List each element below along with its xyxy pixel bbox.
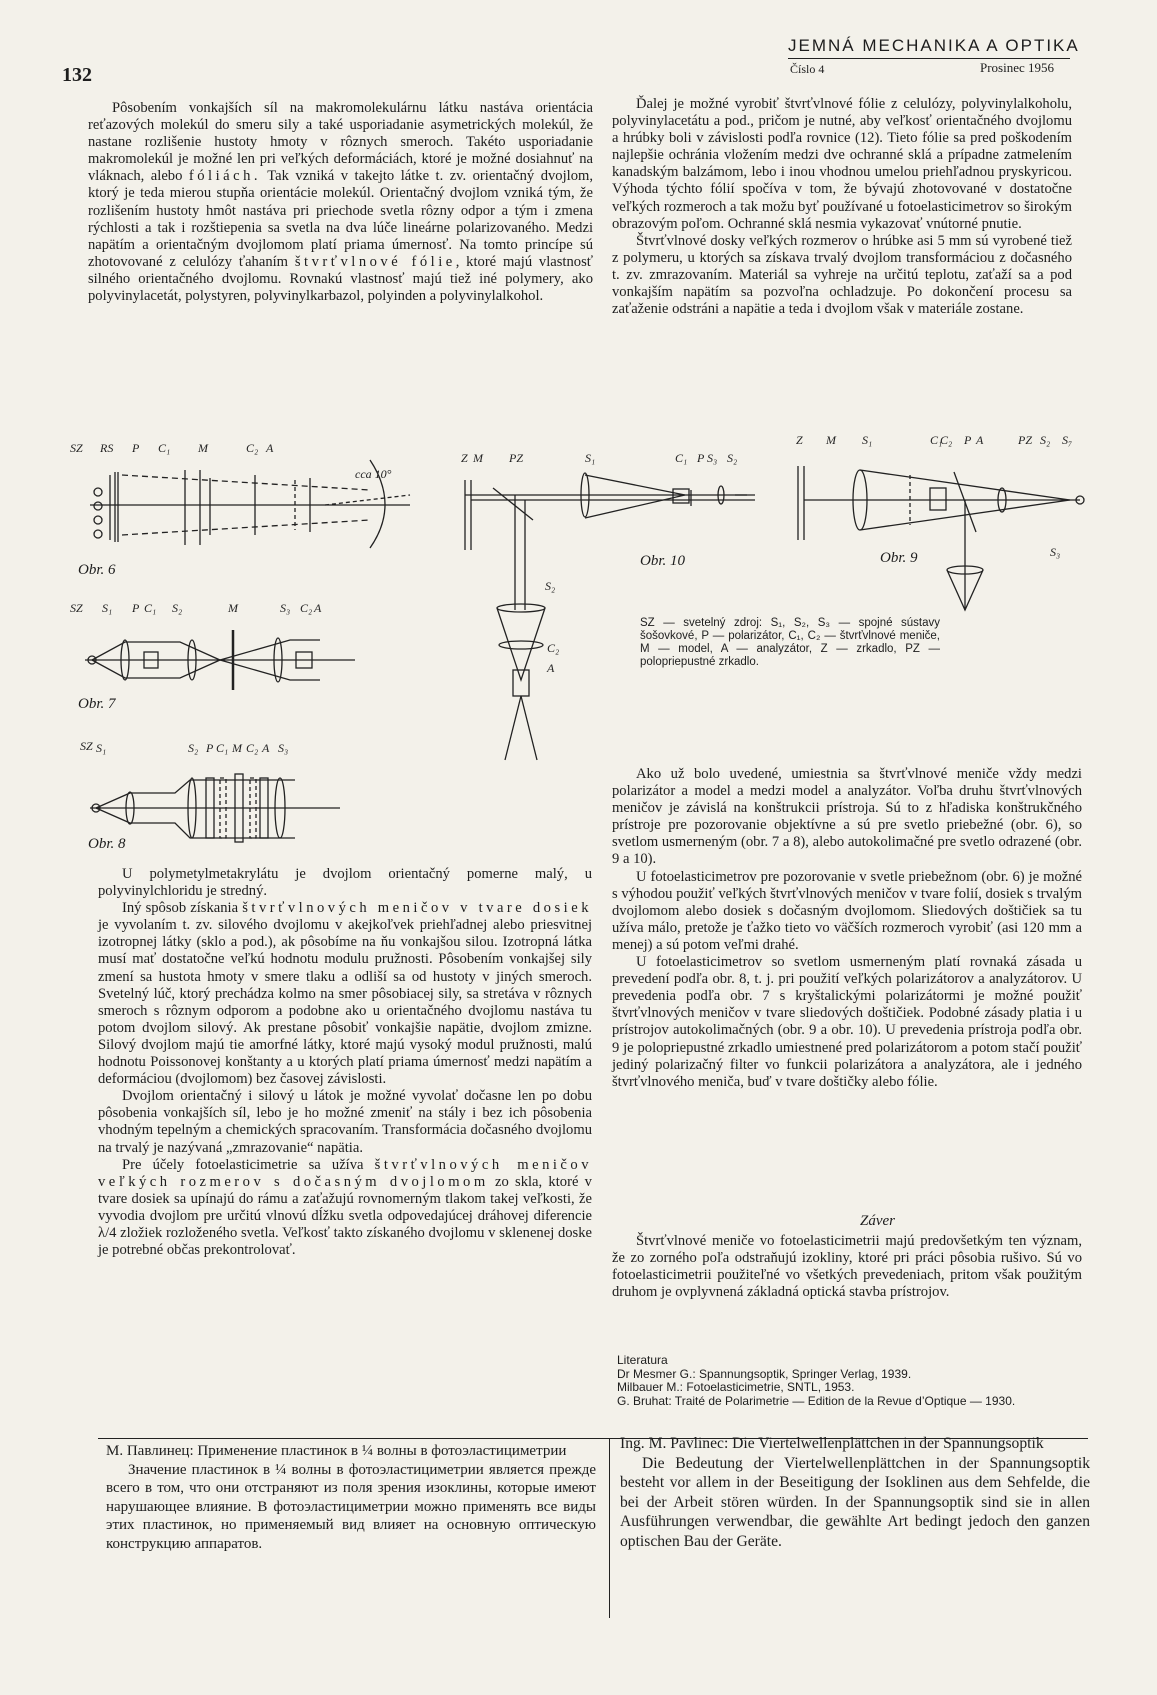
summary-german — [620, 1434, 1090, 1551]
paragraph: Štvrťvlnové meniče vo fotoelasticimetrii majú predovšetkým ten význam, že zo zorného poľa odstraňujú izokliny, ktoré pri práci pôsobia rušivo. Sú vo fotoelasticimetrii použiteľné vo všetkých prevedeniach, pritom však použitým druhom je ovplyvnená základná optická stavba prístrojov. — [612, 1233, 1082, 1301]
fig10-label: P — [697, 451, 705, 465]
fig10-label: Z — [461, 451, 468, 465]
fig10-label: A — [547, 661, 555, 675]
journal-title: JEMNÁ MECHANIKA A OPTIKA — [788, 36, 1080, 55]
figure-8-diagram — [80, 738, 360, 838]
fig7-label: SZ — [70, 601, 83, 615]
fig10-label: PZ — [509, 451, 524, 465]
fig9-label: C₂ — [940, 433, 953, 447]
fig6-label: A — [266, 441, 274, 455]
fig8-label: M — [232, 741, 242, 755]
issue-date: Prosinec 1956 — [980, 60, 1055, 75]
fig9-label: S₂ — [1040, 433, 1051, 447]
literature-item: G. Bruhat: Traité de Polarimetrie — Edition de la Revue d’Optique — 1930. — [617, 1393, 1016, 1408]
fig8-label: C₂ — [246, 741, 259, 755]
page-number: 132 — [62, 64, 92, 86]
summary-title: Ing. M. Pavlinec: Die Viertelwellenplättchen in der Spannungsoptik — [620, 1435, 1044, 1452]
fig6-angle: cca 10° — [355, 467, 392, 481]
fig6-label: C₁ — [158, 441, 171, 455]
literature — [617, 1354, 1087, 1408]
paragraph: Iný spôsob získania štvrťvlnových meničov v tvare dosiek je vyvolaním t. zv. silového dvojlomu v akejkoľvek priehľadnej alebo priesvitnej izotropnej látky (sklo a pod.), ak pôsobíme na ňu vonkajšou silou. Izotropná látka musí mať dostatočne veľkú hodnotu modulu pružnosti. Pôsobením vonkajšej sily zmení sa hustota hmoty v smere tlaku a odliší sa od hustoty v jiných smeroch. Svetelný lúč, ktorý prechádza kolmo na smer pôsobiacej sily, sa stretáva v rôznych smeroch s rôznym odporom a podobne ako u orientačného dvojlomu nastáva tu potom dvojlom silový. Ak prestane pôsobiť vonkajšie napätie, dvojlom zmizne. Silový dvojlom majú tie amorfné látky, ktoré majú vysoký modul pružnosti, malú hodnotu Poissonovej konštanty a u ktorých platí priama úmernosť medzi napätím a deformáciou (dvojlomom) bez časovej závislosti. — [98, 900, 592, 1088]
literature-item: Milbauer M.: Fotoelasticimetrie, SNTL, 1953. — [617, 1380, 855, 1394]
fig8-label: S₁ — [96, 741, 107, 755]
summary-title: М. Павлинец: Применение пластинок в ¼ волны в фотоэластициметрии — [106, 1443, 567, 1459]
fig7-label: S₃ — [280, 601, 291, 615]
figure-10-diagram — [455, 440, 775, 760]
paragraph: Ďalej je možné vyrobiť štvrťvlnové fólie z celulózy, polyvinylalkoholu, polyvinylacetátu a pod., pričom je nutné, aby veľkosť orientačného dvojlomu a hrúbky boli v závislosti podľa rovnice (12). Tieto fólie sa pred poškodením najlepšie ochránia vložením medzi dve ochranné sklá a prípadne zatmelením kanadským balzámom, lebo i inou vhodnou umelou priehľadnou pryskyricou. Výhoda týchto fólií spočíva v tom, že bývajú zhotovované v dostatočne veľkých rozmeroch a tak možu byť používané u fotoelasticimetrov so širokým obrazovým poľom. Ochranné sklá nesmia vykazovať vnútorné pnutie. — [612, 96, 1072, 232]
fig6-label: C₂ — [246, 441, 259, 455]
fig9-label: PZ — [1018, 433, 1033, 447]
conclusion-column — [612, 1233, 1082, 1301]
fig7-label: C₂ — [300, 601, 313, 615]
paragraph: Ako už bolo uvedené, umiestnia sa štvrťvlnové meniče vždy medzi polarizátor a model a medzi model a analyzátor. Voľba druhu štvrťvlnových meničov je závislá na konštrukcii prístroja. Sú to z hľadiska konštrukčného prístroje pre pozorovanie objektívne a sú pre svetlo priebežné (obr. 6), so svetlom usmerneným (obr. 7 a 8), alebo autokolimačné pre svetlo odrazené (obr. 9 a 10). — [612, 766, 1082, 868]
fig7-label: S₂ — [172, 601, 183, 615]
fig8-label: S₂ — [188, 741, 199, 755]
literature-item: Dr Mesmer G.: Spannungsoptik, Springer Verlag, 1939. — [617, 1366, 912, 1381]
fig7-label: M — [228, 601, 238, 615]
fig9-label: M — [826, 433, 836, 447]
summary-divider — [609, 1438, 610, 1618]
conclusion-heading: Záver — [860, 1213, 895, 1229]
figure-8-caption: Obr. 8 — [88, 836, 126, 852]
fig9-label: A — [976, 433, 984, 447]
summary-text: Значение пластинок в ¼ волны в фотоэластициметрии является прежде всего в том, что они отстраняют из поля зрения изоклины, которые имеют нарушающее влияние. В фотоэластициметрии можно применять все виды этих пластинок, но применяемый вид влияет на основную оптическую конструкцию аппаратов. — [106, 1461, 596, 1552]
fig10-label: S₁ — [585, 451, 596, 465]
fig8-label: C₁ — [216, 741, 229, 755]
figure-9-caption: Obr. 9 — [880, 550, 918, 566]
fig8-label: SZ — [80, 739, 93, 753]
figure-6-diagram — [70, 440, 430, 560]
summary-text: Die Bedeutung der Viertelwellenplättchen in der Spannungsoptik besteht vor allem in der Beseitigung der Isoklinen aus dem Sehfelde, die bei der Arbeit stören würden. In der Spannungsoptik sind sie in allen Ausführungen verwendbar, die gewählte Art bedingt jedoch den ganzen optischen Bau der Geräte. — [620, 1454, 1090, 1550]
paragraph: Pre účely fotoelasticimetrie sa užíva štvrťvlnových meničov veľkých rozmerov s dočasným dvojlomom zo skla, ktoré v tvare dosiek sa upínajú do rámu a zaťažujú rovnomerným tlakom takej veľkosti, že vyvodia dvojlom pre určitú vlnovú dĺžku svetla odpovedajúcej dráhovej diferencie λ/4 zložiek rozloženého svetla. Veľkosť takto získaného dvojlomu v sklenenej doske je potrebné občas prekontrolovať. — [98, 1156, 593, 1259]
figure-legend: SZ — svetelný zdroj: S₁, S₂, S₃ — spojné sústavy šošovkové, P — polarizátor, C₁, C₂ — štvrťvlnové meniče, M — model, A — analyzátor, Z — zrkadlo, PZ — polopriepustné zrkadlo. — [640, 617, 940, 668]
right-body-column — [612, 766, 1082, 1091]
paragraph: Pôsobením vonkajších síl na makromolekulárnu látku nastáva orientácia reťazových molekúl do smeru sily a také usporiadanie asymetrických molekúl, že nastane rozlišenie hustoty hmoty v rôznych smeroch. Takéto usporiadanie makromolekúl je možné len pri veľkých deformáciách, ktoré je možné dosiahnuť na vláknach, alebo fóliách. Tak vzniká v takejto látke t. zv. orientačný dvojlom, ktorý je teda mierou stupňa orientácie molekúl. Orientačný dvojlom vzniká tým, že rozlišením hustoty hmôt nastáva pri priechode svetla rôzny odpor a tým i zmena rýchlosti a tak i rozštiepenia sa svetla na dva lúče lineárne polarizovaného. Medzi napätím a orientačným dvojlomom platí priama úmernosť. Na tomto princípe sú zhotovované z celulózy ťahaním štvrťvlnové fólie, ktoré majú vlastnosť silného orientačného dvojlomu. Rovnakú vlastnosť majú tiež iné polymery, ako polyvinylacetát, polystyren, polyvinylkarbazol, polyinden a polyvinylalkohol. — [88, 100, 593, 305]
fig10-label: S₃ — [707, 451, 718, 465]
figure-10-caption: Obr. 10 — [640, 553, 686, 569]
fig7-label: A — [314, 601, 322, 615]
fig6-label: P — [132, 441, 140, 455]
paragraph: U fotoelasticimetrov so svetlom usmerneným platí rovnaká zásada u prevedení podľa obr. 8, t. j. pri použití veľkých polarizátorov a analyzátorov. U prevedenia podľa obr. 7 s kryštalickými polarizátormi je možné použiť štvrťvlnových meničov v tvare sliedových doštičiek. Podobné zásady platia i u prístrojov autokolimačných (obr. 9 a obr. 10). U prevedenia prístroja podľa obr. 9 je polopriepustné zrkadlo umiestnené pred polarizátorom a potom stačí použiť jediný polarizačný filter vo funkcii polarizátora a analyzátora, ale i jedného štvrťvlnového meniča, buď v tvare doštičky alebo fólie. — [612, 954, 1082, 1090]
fig8-label: S₃ — [278, 741, 289, 755]
header-rule — [788, 58, 1070, 59]
paragraph: U fotoelasticimetrov pre pozorovanie v svetle priebežnom (obr. 6) je možné s výhodou použiť veľkých štvrťvlnových meničov v tvare folií, dosiek s trvalým dvojlomom alebo dosiek s dočasným dvojlomom. Sliedových doštičiek sa tu užíva málo, pretože je ťažko tieto vo väčších rozmeroch vyrobiť (asi 120 mm a menej) a sú potom veľmi drahé. — [612, 868, 1082, 953]
fig9-label: S₇ — [1062, 433, 1073, 447]
summary-russian — [106, 1442, 596, 1553]
fig9-label: Z — [796, 433, 803, 447]
literature-title: Literatura — [617, 1353, 668, 1367]
paragraph: U polymetylmetakrylátu je dvojlom orientačný pomerne malý, u polyvinylchloridu je stredný. — [98, 866, 592, 900]
issue-number: Číslo 4 — [790, 62, 825, 76]
paragraph: Štvrťvlnové dosky veľkých rozmerov o hrúbke asi 5 mm sú vyrobené tiež z polymeru, u ktorých sa získava trvalý dvojlom transformáciou z dočasného t. zv. zmrazovaním. Materiál sa vyhreje na určitú teplotu, zaťaží sa a pod vonkajším napätím sa pozvoľna ochladzuje. Po dokončení procesu sa zaťaženie odstráni a napätie a teda i dvojlom však v materiále zostane. — [612, 232, 1072, 318]
fig7-label: S₁ — [102, 601, 113, 615]
fig10-label: C₂ — [547, 641, 560, 655]
figure-7-diagram — [70, 600, 370, 690]
paragraph: Dvojlom orientačný i silový u látok je možné vyvolať dočasne len po dobu pôsobenia vonkajších síl, lebo je ho možné zmeniť na stály i bez ich pôsobenia vhodným tepelným a chemických spracovaním. Transformácia dočasného dvojlomu na trvalý je nazývaná „zmrazovanie“ napätia. — [98, 1088, 592, 1156]
left-body-column — [98, 866, 592, 1259]
fig8-label: P — [206, 741, 214, 755]
left-intro-column — [88, 100, 593, 305]
right-intro-column — [612, 96, 1072, 318]
fig6-label: SZ — [70, 441, 83, 455]
fig10-label: M — [473, 451, 483, 465]
figure-9-diagram — [790, 430, 1090, 620]
fig7-label: C₁ — [144, 601, 157, 615]
fig9-label: S₁ — [862, 433, 873, 447]
fig9-label: C₁ — [930, 433, 943, 447]
fig9-label: S₃ — [1050, 545, 1061, 559]
fig9-label: P — [964, 433, 972, 447]
fig7-label: P — [132, 601, 140, 615]
fig10-label: C₁ — [675, 451, 688, 465]
fig6-label: RS — [100, 441, 114, 455]
fig8-label: A — [262, 741, 270, 755]
fig10-label: S₂ — [545, 579, 556, 593]
figure-6-caption: Obr. 6 — [78, 562, 116, 578]
figure-7-caption: Obr. 7 — [78, 696, 116, 712]
fig10-label: S₂ — [727, 451, 738, 465]
fig6-label: M — [198, 441, 208, 455]
